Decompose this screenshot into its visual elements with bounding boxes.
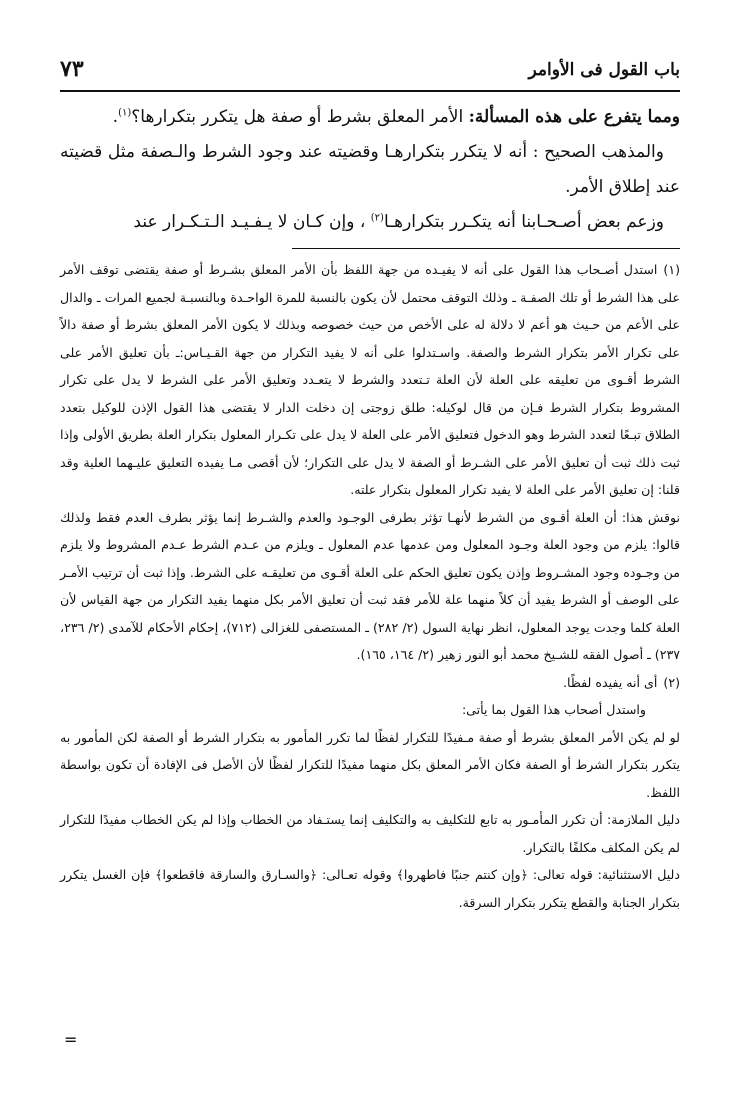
footnote-2-paragraph-1: واستدل أصحاب هذا القول بما يأتى: (461, 702, 646, 717)
main-paragraph-1: ومما يتفرع على هذه المسألة: الأمر المعلق بشرط أو صفة هل يتكرر بتكرارها؟$^{(١)}$. (112, 107, 680, 127)
running-title: باب القول فى الأوامر (528, 60, 680, 80)
footnote-2-number: (٢) (663, 674, 680, 690)
footnote-1-paragraph-2: نوقش هذا: أن العلة أقـوى من الشرط لأنهـا تؤثر بطرفى الوجـود والعدم والشـرط إنما يؤثر بطرف العدم فقط ولذلك قالوا: يلزم من وجود العلة وجـود المعلول ومن عدمها عدم المعلول ـ ويلزم من عـدم الشرط عـدم المشروط ولا يلزم من وجـوده وجود المشـروط وإذن يكون تعليق الحكم على العلة أقـوى من تعليقـه على الشرط. وإذا ثبت أن ترتيب الأمـر على الوصف أو الشرط يفيد أن كلاً منهما علة للأمر فقد ثبت أن تعليق الأمر بكل منهما يفيد التكرار من جهة القياس لأن العلة كلما وجدت يوجد المعلول، انظر نهاية السول (٢/ ٢٨٢) ـ المستصفى للغزالى (٧١٢)، إحكام الأحكام للآمدى (٢/ ٢٣٦، ٢٣٧) ـ أصول الفقه للشـيخ محمد أبو النور زهير (٢/ ١٦٤، ١٦٥). (60, 509, 681, 662)
footnote-1-number: (١) (663, 262, 680, 277)
page-number: ٧٣ (60, 56, 84, 82)
footnote-separator (292, 248, 680, 249)
main-paragraph-3: وزعم بعض أصـحـابنا أنه يتكـرر بتكرارهـا$^{(٢)}$ ، وإن كـان لا يـفـيـد الـتـكـرار عند (133, 212, 664, 232)
footnote-2-paragraph-4: دليل الاستثنائية: قوله تعالى: ﴿وإن كنتم جنبًا فاطهروا﴾ وقوله تعـالى: ﴿والسـارق والسارقة فاقطعوا﴾ فإن الغسل يتكرر بتكرار الجنابة والقطع يتكرر بتكرار السرقة. (60, 867, 680, 910)
main-paragraph-2: والمذهب الصحيح : أنه لا يتكرر بتكرارهـا وقضيته عند وجود الشرط والـصفة مثل قضيته عند إطلاق الأمر. (60, 142, 680, 197)
footnote-2-paragraph-3: دليل الملازمة: أن تكرر المأمـور به تابع للتكليف به والتكليف إنما يستـفاد من الخطاب وإذا لم يكن الخطاب مفيدًا للتكرار لم يكن المكلف مكلفًا بالتكرار. (60, 812, 680, 855)
continuation-mark: = (64, 1030, 78, 1049)
question-lead: ومما يتفرع على هذه المسألة: (468, 107, 680, 127)
page-header (60, 56, 680, 92)
footnote-1-text: استدل أصـحاب هذا القول على أنه لا يفيـده من جهة اللفظ بأن الأمر المعلق بشـرط أو صفة يقتضى توقف الأمر على هذا الشرط أو تلك الصفـة ـ وذلك التوقف محتمل لأن يكون بالنسبة للمرة الواحـدة وبالنسبـة لجميع المرات ـ والدال على الأعم من حـيث هو أعم لا دلالة له على الأخص من حيث خصوصه وبذلك لا يكون الأمر المعلق بشرط أو صفة دالاً على تكرار الأمر بتكرار الشرط والصفة. واسـتدلوا على أنه لا يفيد التكرار من جهة القـيـاس:ـ بأن تعليق الأمر على الشرط أقـوى من تعليقه على العلة لأن العلة تـتعدد والشرط لا يتعـدد وتعليق الأمر على الشرط لا يدل على تكرار المشروط بتكرار الشرط فـإن من قال لوكيله: طلق زوجتى إن دخلت الدار لا يقتضى هذا القول الإذن للوكيل بتعدد الطلاق تبـعًا لتعدد الشرط وهو الدخول فتعليق الأمر على العلة لا يدل على تكـرار المعلول بتكرار العلة بطريق الأولى وإذا ثبت ذلك ثبت أن تعليق الأمر على الشـرط أو الصفة لا يدل على التكرار؛ لأن أقصى مـا يفيده التعليق عليـهما العلية وقد قلنا: إن تعليق الأمر على العلة لا يفيد تكرار المعلول بتكرار علته. (60, 262, 680, 497)
footnote-2-text: أى أنه يفيده لفظًا. (563, 674, 658, 690)
footnote-1 (60, 256, 680, 504)
footnote-ref-1[interactable]: (١) (118, 107, 132, 119)
footnote-2 (60, 669, 680, 697)
footnote-2-paragraph-2: لو لم يكن الأمر المعلق بشرط أو صفة مـفيدًا للتكرار لفظًا لما تكرر المأمور به بتكرار الشرط أو الصفة لكن المأمور به يتكرر بتكرار الشرط أو الصفة فكان الأمر المعلق بكل منهما مفيدًا للتكرار لفظًا لأن الأصل فى الإفادة أن تكون بواسطة اللفظ. (60, 729, 680, 800)
footnotes (60, 256, 680, 916)
footnote-ref-2[interactable]: (٢) (370, 212, 384, 224)
main-text (60, 100, 680, 240)
question-text: الأمر المعلق بشرط أو صفة هل يتكرر بتكرارها؟ (131, 107, 469, 127)
